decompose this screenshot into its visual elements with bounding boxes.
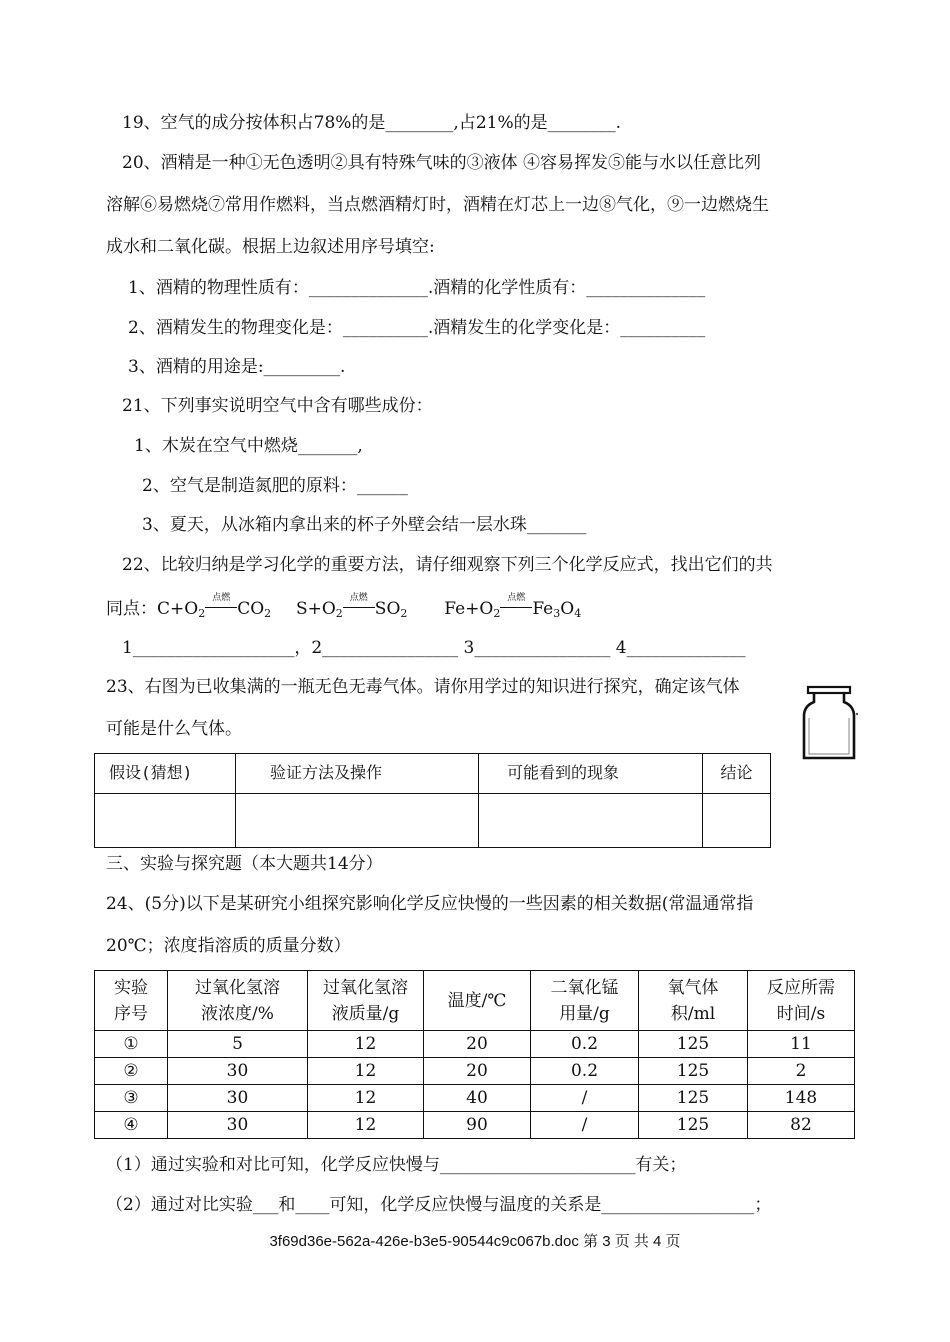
question-22-blanks: 1___________________，2________________ 3________________ 4______________ [122, 638, 746, 658]
table-header: 二氧化锰 用量/g [531, 971, 639, 1031]
equation-2: $S+O_2$ 点燃 $SO_2$ [295, 593, 408, 620]
condition-mark: 点燃 [343, 605, 375, 614]
question-20-sub3: 3、酒精的用途是:_________. [128, 357, 346, 377]
table-cell: 12 [308, 1085, 424, 1112]
condition-mark: 点燃 [205, 605, 237, 614]
table-row [95, 1058, 855, 1085]
table-cell: 2 [748, 1058, 855, 1085]
question-24-part2: （2）通过对比实验___和____可知，化学反应快慢与温度的关系是__________________； [106, 1195, 772, 1215]
question-20-line1: 20、酒精是一种①无色透明②具有特殊气味的③液体 ④容易挥发⑤能与水以任意比列 [122, 153, 762, 173]
hypothesis-table [94, 753, 771, 848]
table-cell: 125 [639, 1058, 748, 1085]
table-cell: 30 [168, 1085, 308, 1112]
table-cell: 82 [748, 1112, 855, 1139]
section-heading: 三、实验与探究题（本大题共14分） [106, 854, 383, 874]
table-cell: 125 [639, 1112, 748, 1139]
question-23-line2: 可能是什么气体。 [106, 719, 242, 739]
table-cell: 12 [308, 1058, 424, 1085]
table-cell: 90 [424, 1112, 531, 1139]
answer-cell[interactable] [95, 794, 236, 848]
question-21-sub1: 1、木炭在空气中燃烧_______, [134, 436, 363, 456]
answer-cell[interactable] [479, 794, 703, 848]
table-cell: 125 [639, 1085, 748, 1112]
question-21-line1: 21、下列事实说明空气中含有哪些成份： [122, 396, 433, 416]
question-24-part1: （1）通过实验和对比可知，化学反应快慢与_______________________有关； [106, 1155, 687, 1175]
question-21-sub2: 2、空气是制造氮肥的原料：______ [142, 476, 408, 496]
table-header: 温度/℃ [424, 971, 531, 1031]
table-cell: 20 [424, 1031, 531, 1058]
question-20-line2: 溶解⑥易燃烧⑦常用作燃料，当点燃酒精灯时，酒精在灯芯上一边⑧气化，⑨一边燃烧生 [106, 195, 769, 215]
table-row [95, 1031, 855, 1058]
table-header: 实验 序号 [95, 971, 168, 1031]
table-cell: 30 [168, 1112, 308, 1139]
table-cell: ③ [95, 1085, 168, 1112]
equations-prefix: 同点： [106, 599, 157, 619]
table-cell: 12 [308, 1031, 424, 1058]
condition-mark: 点燃 [500, 605, 532, 614]
table-row [95, 1085, 855, 1112]
table-header: 假设(猜想) [95, 754, 236, 794]
question-23-line1: 23、右图为已收集满的一瓶无色无毒气体。请你用学过的知识进行探究，确定该气体 [106, 677, 740, 697]
answer-cell[interactable] [703, 794, 771, 848]
question-20-line3: 成水和二氧化碳。根据上边叙述用序号填空: [106, 237, 435, 257]
question-22-equations [106, 593, 582, 625]
equation-1: $C+O_2$ 点燃 $CO_2$ [157, 593, 272, 620]
table-cell: 125 [639, 1031, 748, 1058]
table-cell: ② [95, 1058, 168, 1085]
experiment-table [94, 970, 855, 1139]
table-header: 验证方法及操作 [236, 754, 479, 794]
gas-bottle-icon [800, 684, 862, 764]
table-cell: 0.2 [531, 1031, 639, 1058]
table-cell: 20 [424, 1058, 531, 1085]
table-cell: 12 [308, 1112, 424, 1139]
table-cell: 11 [748, 1031, 855, 1058]
question-24-line1: 24、(5分)以下是某研究小组探究影响化学反应快慢的一些因素的相关数据(常温通常指 [106, 894, 754, 914]
question-21-sub3: 3、夏天，从冰箱内拿出来的杯子外壁会结一层水珠_______ [142, 515, 587, 535]
question-20-sub2: 2、酒精发生的物理变化是：__________.酒精发生的化学变化是：__________ [128, 318, 706, 338]
table-cell: / [531, 1085, 639, 1112]
table-cell: 0.2 [531, 1058, 639, 1085]
table-row [95, 1112, 855, 1139]
table-cell: 30 [168, 1058, 308, 1085]
question-19: 19、空气的成分按体积占78%的是________,占21%的是________. [122, 113, 622, 133]
table-cell: 148 [748, 1085, 855, 1112]
table-header: 过氧化氢溶 液质量/g [308, 971, 424, 1031]
table-cell: ① [95, 1031, 168, 1058]
table-header: 反应所需 时间/s [748, 971, 855, 1031]
table-cell: 40 [424, 1085, 531, 1112]
table-header: 过氧化氢溶 液浓度/% [168, 971, 308, 1031]
table-header: 可能看到的现象 [479, 754, 703, 794]
table-header: 氧气体 积/ml [639, 971, 748, 1031]
table-cell: ④ [95, 1112, 168, 1139]
question-20-sub1: 1、酒精的物理性质有：______________.酒精的化学性质有：______________ [128, 278, 706, 298]
table-header: 结论 [703, 754, 771, 794]
table-cell: / [531, 1112, 639, 1139]
answer-cell[interactable] [236, 794, 479, 848]
equation-3: $Fe+O_2$ 点燃 $Fe_3O_4$ [444, 593, 582, 620]
table-cell: 5 [168, 1031, 308, 1058]
page-footer: 3f69d36e-562a-426e-b3e5-90544c9c067b.doc 第 3 页 共 4 页 [269, 1233, 681, 1250]
question-22-line1: 22、比较归纳是学习化学的重要方法，请仔细观察下列三个化学反应式，找出它们的共 [122, 555, 773, 575]
question-24-line2: 20℃；浓度指溶质的质量分数） [106, 936, 351, 956]
